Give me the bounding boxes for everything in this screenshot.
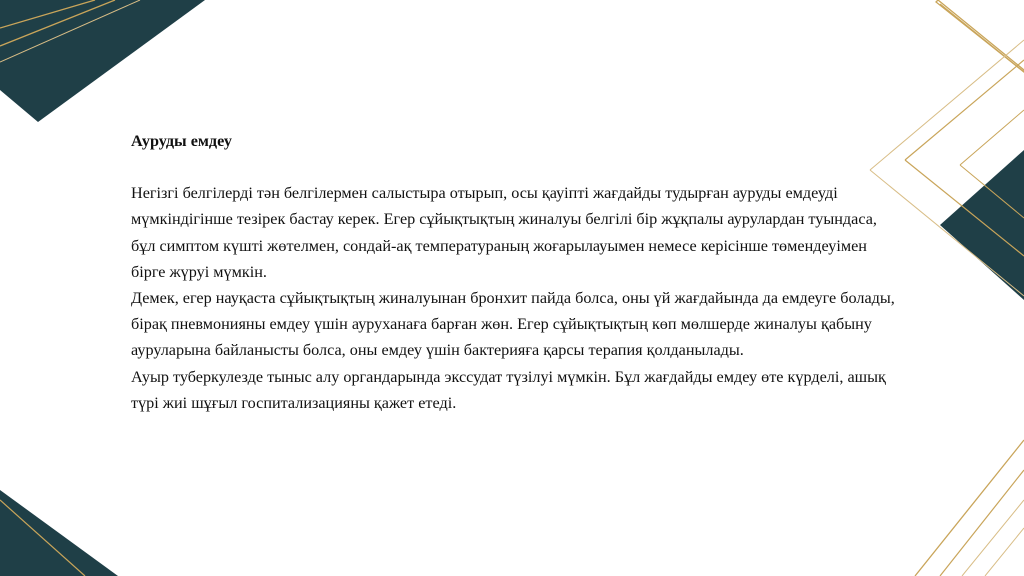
slide-title: Ауруды емдеу	[131, 132, 232, 150]
text-content	[131, 128, 901, 416]
paragraph-1: Негізгі белгілерді тән белгілермен салыстыра отырып, осы қауіпті жағдайды тудырған ауруды емдеуді мүмкіндігінше тезірек бастау керек. Егер сұйықтықтың жиналуы белгілі бір жұқпалы аурулардан туындаса, бұл симптом күшті жөтелмен, сондай-ақ температураның жоғарылауымен немесе керісінше төмендеуімен бірге жүруі мүмкін.	[131, 184, 877, 281]
paragraph-2: Демек, егер науқаста сұйықтықтың жиналуынан бронхит пайда болса, оны үй жағдайында да емдеуге болады, бірақ пневмонияны емдеу үшін ауруханаға барған жөн. Егер сұйықтықтың көп мөлшерде жиналуы қабыну ауруларына байланысты болса, оны емдеу үшін бактерияға қарсы терапия қолданылады.	[131, 289, 895, 360]
bottom-right-gold-line	[915, 440, 1024, 576]
right-gold-line	[960, 110, 1024, 165]
right-teal-shape	[940, 150, 1024, 300]
right-gold-line	[905, 60, 1024, 160]
bottom-right-gold-line	[962, 500, 1024, 576]
bottom-left-teal-shape	[0, 490, 118, 576]
right-gold-line	[940, 4, 1024, 72]
paragraph-3: Ауыр туберкулезде тыныс алу органдарында экссудат түзілуі мүмкін. Бұл жағдайды емдеу өте күрделі, ашық түрі жиі шұғыл госпитализацияны қажет етеді.	[131, 367, 886, 412]
bottom-right-gold-line	[985, 528, 1024, 576]
bottom-right-gold-line	[940, 470, 1024, 576]
